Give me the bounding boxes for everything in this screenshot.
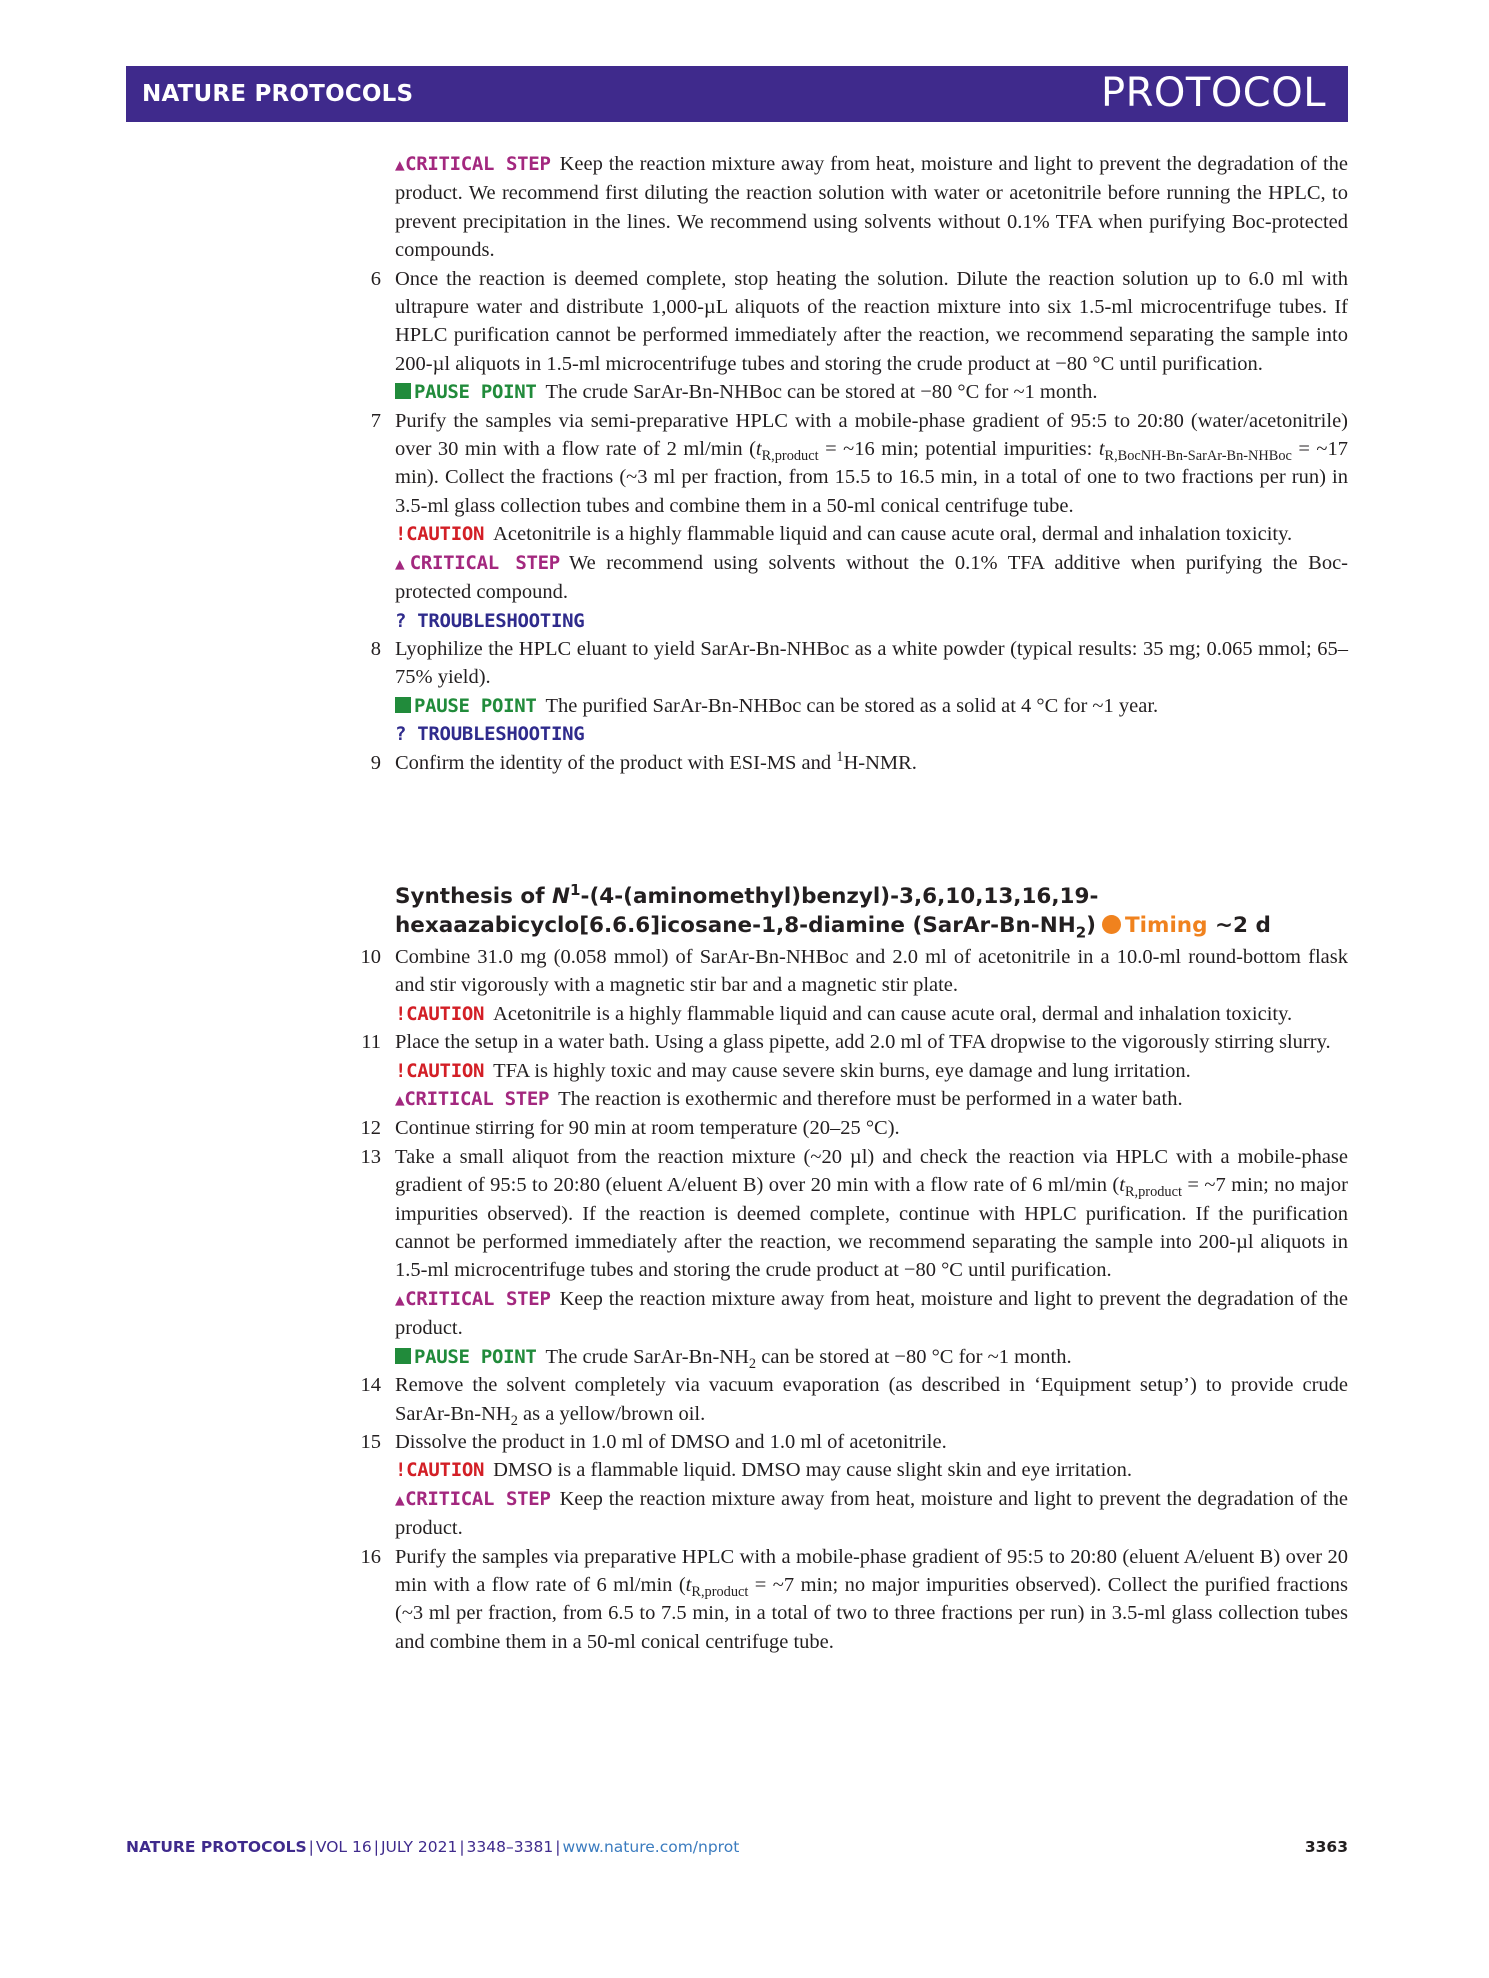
step-number: 12 bbox=[360, 1117, 381, 1140]
step-12: 12 Continue stirring for 90 min at room temperature (20–25 °C). bbox=[395, 1114, 1348, 1142]
step-13: 13 Take a small aliquot from the reaction mixture (~20 µl) and check the reaction via HPLC with a mobile-phase gradient of 95:5 to 20:80 (eluent A/eluent B) over 20 min with a flow rate of 6 ml/min ($t_{R,product}$ = ~7 min; no major impurities observed). If the reaction is deemed complete, continue with HPLC purification. If the purification cannot be performed immediately after the reaction, we recommend separating the sample into 200-µl aliquots in 1.5-ml microcentrifuge tubes and storing the crude product at −80 °C until purification. bbox=[395, 1143, 1348, 1285]
footer-volume: VOL 16 bbox=[315, 1838, 372, 1856]
page-number: 3363 bbox=[1304, 1838, 1348, 1856]
troubleshooting-note bbox=[395, 607, 1348, 635]
timing-label: Timing bbox=[1125, 913, 1208, 938]
triangle-icon: ▲ bbox=[395, 1090, 405, 1110]
timing-value: ~2 d bbox=[1215, 913, 1271, 938]
footer-separator: | bbox=[308, 1838, 314, 1856]
caution-note: !CAUTION TFA is highly toxic and may cause severe skin burns, eye damage and lung irritation. bbox=[395, 1059, 1191, 1082]
step-8: 8 Lyophilize the HPLC eluant to yield SarAr-Bn-NHBoc as a white powder (typical results: 35 mg; 0.065 mmol; 65–75% yield). bbox=[395, 635, 1348, 692]
timing-icon bbox=[1102, 915, 1121, 934]
caution-label: !CAUTION bbox=[395, 1059, 485, 1082]
critical-step-label: ▲CRITICAL STEP bbox=[395, 1287, 551, 1310]
square-icon bbox=[395, 1348, 411, 1364]
step-number: 13 bbox=[360, 1145, 381, 1168]
pause-point-label: PAUSE POINT bbox=[395, 381, 537, 403]
square-icon bbox=[395, 383, 411, 399]
caution-note: !CAUTION DMSO is a flammable liquid. DMSO may cause slight skin and eye irritation. bbox=[395, 1459, 1132, 1482]
critical-step-note: ▲CRITICAL STEP Keep the reaction mixture away from heat, moisture and light to prevent the degradation of the product. We recommend first diluting the reaction solution with water or acetonitrile before running the HPLC, to prevent precipitation in the lines. We recommend using solvents without 0.1% TFA when purifying Boc-protected compounds. bbox=[395, 153, 1348, 262]
step-7: 7 Purify the samples via semi-preparative HPLC with a mobile-phase gradient of 95:5 to 20:80 (water/acetonitrile) over 30 min with a flow rate of 2 ml/min ($t_{R,product}$ = ~16 min; potential impurities: $t_{R,BocNH-Bn-SarAr-Bn-NHBoc}$ = ~17 min). Collect the fractions (~3 ml per fraction, from 15.5 to 16.5 min, in a total of one to two fractions per run) in 3.5-ml glass collection tubes and combine them in a 50-ml conical centrifuge tube. bbox=[395, 407, 1348, 521]
step-number: 15 bbox=[360, 1430, 381, 1453]
step-number: 11 bbox=[361, 1031, 381, 1054]
footer-separator: | bbox=[373, 1838, 379, 1856]
footer-separator: | bbox=[459, 1838, 465, 1856]
critical-step-note: ▲CRITICAL STEP Keep the reaction mixture away from heat, moisture and light to prevent the degradation of the product. bbox=[395, 1287, 1348, 1340]
protocol-block-upper bbox=[370, 150, 1348, 777]
critical-step-label: ▲CRITICAL STEP bbox=[395, 551, 560, 574]
exclamation-icon: ! bbox=[395, 523, 407, 546]
step-11: 11 Place the setup in a water bath. Using a glass pipette, add 2.0 ml of TFA dropwise to the vigorously stirring slurry. bbox=[395, 1028, 1348, 1056]
journal-name: NATURE PROTOCOLS bbox=[142, 81, 414, 107]
step-9: 9 Confirm the identity of the product with ESI-MS and $^1$H-NMR. bbox=[395, 749, 1348, 777]
critical-step-note: ▲CRITICAL STEP Keep the reaction mixture away from heat, moisture and light to prevent the degradation of the product. bbox=[395, 1487, 1348, 1540]
caution-label: !CAUTION bbox=[395, 523, 485, 546]
page-footer bbox=[126, 1838, 1348, 1856]
square-icon bbox=[395, 697, 411, 713]
pause-point-label: PAUSE POINT bbox=[395, 695, 537, 717]
troubleshooting-label: ? TROUBLESHOOTING bbox=[395, 723, 585, 746]
step-10: 10 Combine 31.0 mg (0.058 mmol) of SarAr-Bn-NHBoc and 2.0 ml of acetonitrile in a 10.0-ml round-bottom flask and stir vigorously with a magnetic stir bar and a magnetic stir plate. bbox=[395, 943, 1348, 1000]
step-15: 15 Dissolve the product in 1.0 ml of DMSO and 1.0 ml of acetonitrile. bbox=[395, 1428, 1348, 1456]
triangle-icon: ▲ bbox=[395, 1489, 406, 1509]
critical-step-note: ▲CRITICAL STEP We recommend using solvents without the 0.1% TFA additive when purifying the Boc-protected compound. bbox=[395, 551, 1348, 604]
step-number: 10 bbox=[360, 946, 381, 968]
troubleshooting-label: ? TROUBLESHOOTING bbox=[395, 609, 585, 632]
footer-date: JULY 2021 bbox=[380, 1838, 458, 1856]
caution-note: !CAUTION Acetonitrile is a highly flammable liquid and can cause acute oral, dermal and inhalation toxicity. bbox=[395, 1002, 1293, 1025]
pause-point-note: PAUSE POINT The crude SarAr-$Bn-NH_2$ can be stored at −80 °C for ~1 month. bbox=[395, 1343, 1348, 1371]
step-number: 6 bbox=[370, 267, 381, 290]
step-6: 6 Once the reaction is deemed complete, stop heating the solution. Dilute the reaction solution up to 6.0 ml with ultrapure water and distribute 1,000-µL aliquots of the reaction mixture into six 1.5-ml microcentrifuge tubes. If HPLC purification cannot be performed immediately after the reaction, we recommend separating the sample into 200-µl aliquots in 1.5-ml microcentrifuge tubes and storing the crude product at −80 °C until purification. bbox=[395, 265, 1348, 379]
pause-point-label: PAUSE POINT bbox=[395, 1346, 537, 1368]
footer-journal: NATURE PROTOCOLS bbox=[126, 1838, 307, 1856]
footer-pages: 3348–3381 bbox=[466, 1838, 554, 1856]
article-type: PROTOCOL bbox=[1100, 70, 1326, 116]
exclamation-icon: ! bbox=[395, 1459, 407, 1482]
step-number: 9 bbox=[370, 751, 381, 774]
triangle-icon: ▲ bbox=[395, 1289, 406, 1309]
step-number: 8 bbox=[370, 637, 381, 660]
caution-note: !CAUTION Acetonitrile is a highly flammable liquid and can cause acute oral, dermal and inhalation toxicity. bbox=[395, 523, 1293, 546]
caution-label: !CAUTION bbox=[395, 1459, 485, 1482]
footer-url-link[interactable]: www.nature.com/nprot bbox=[562, 1838, 740, 1856]
step-14: 14 Remove the solvent completely via vacuum evaporation (as described in ‘Equipment setup’) to provide crude SarAr-$Bn-NH_2$ as a yellow/brown oil. bbox=[395, 1371, 1348, 1428]
critical-step-label: ▲CRITICAL STEP bbox=[395, 1088, 550, 1111]
troubleshooting-note bbox=[395, 720, 1348, 748]
step-16: 16 Purify the samples via preparative HPLC with a mobile-phase gradient of 95:5 to 20:80 (eluent A/eluent B) over 20 min with a flow rate of 6 ml/min ($t_{R,product}$ = ~7 min; no major impurities observed). Collect the purified fractions (~3 ml per fraction, from 6.5 to 7.5 min, in a total of two to three fractions per run) in 3.5-ml glass collection tubes and combine them in a 50-ml conical centrifuge tube. bbox=[395, 1543, 1348, 1657]
protocol-block-lower bbox=[360, 943, 1348, 1656]
footer-separator: | bbox=[555, 1838, 561, 1856]
critical-step-note: ▲CRITICAL STEP The reaction is exothermic and therefore must be performed in a water bath. bbox=[395, 1088, 1183, 1111]
question-icon: ? bbox=[395, 609, 407, 632]
triangle-icon: ▲ bbox=[395, 155, 406, 174]
exclamation-icon: ! bbox=[395, 1002, 407, 1025]
pause-point-note: PAUSE POINT The crude SarAr-Bn-NHBoc can be stored at −80 °C for ~1 month. bbox=[395, 378, 1348, 406]
pause-point-note: PAUSE POINT The purified SarAr-Bn-NHBoc can be stored as a solid at 4 °C for ~1 year. bbox=[395, 692, 1348, 720]
header-bar bbox=[126, 66, 1348, 122]
exclamation-icon: ! bbox=[395, 1059, 407, 1082]
step-number: 14 bbox=[360, 1374, 381, 1397]
question-icon: ? bbox=[395, 723, 407, 746]
caution-label: !CAUTION bbox=[395, 1002, 485, 1025]
critical-step-label: ▲CRITICAL STEP bbox=[395, 1487, 551, 1510]
triangle-icon: ▲ bbox=[395, 553, 410, 573]
critical-step-label: ▲CRITICAL STEP bbox=[395, 153, 551, 175]
step-number: 16 bbox=[360, 1545, 381, 1568]
section-heading: Synthesis of $N^1-(4-(aminomethyl)benzyl)-3,6,10,13,16,19-hexaazabicyclo[6.6.6]icosane-1,8$-diamine $(SarAr-Bn-NH_2)$ Timing ~2 d bbox=[395, 880, 1271, 942]
step-number: 7 bbox=[370, 409, 381, 432]
